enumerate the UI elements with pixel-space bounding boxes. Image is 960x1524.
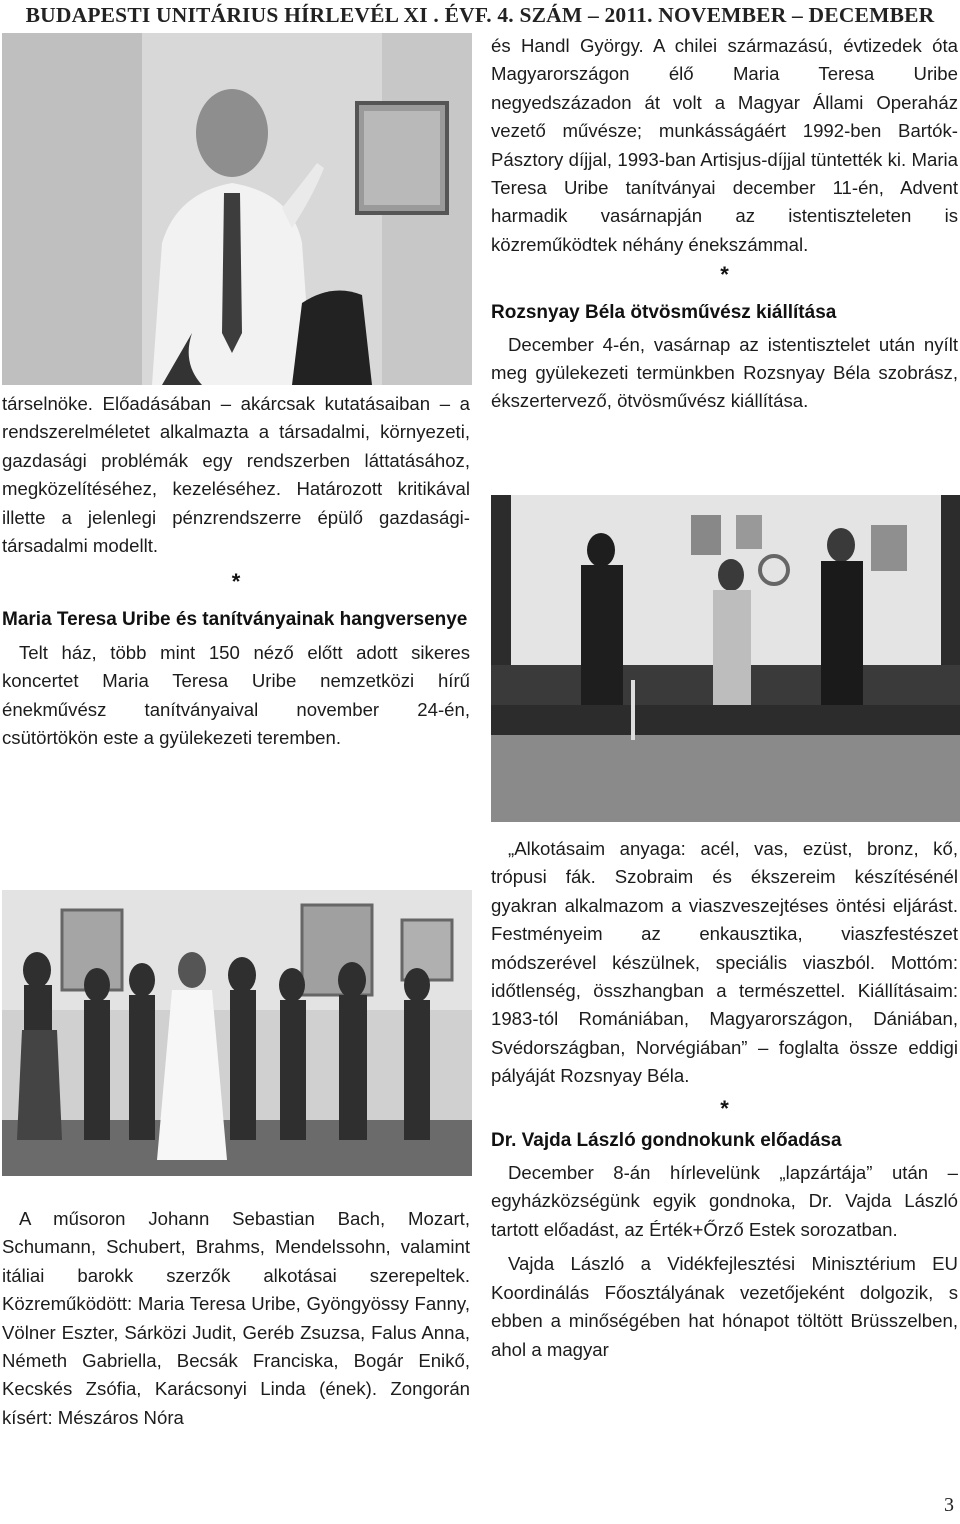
right-column-bottom (491, 835, 958, 1364)
page-number: 3 (944, 1494, 954, 1516)
exhibition-heading: Rozsnyay Béla ötvösművész kiállítása (491, 302, 837, 324)
exhibition-paragraph: December 4-én, vasárnap az istentisztelet után nyílt meg gyülekezeti termünkben Rozsnyay Béla szobrász, ékszertervező, ötvösművész kiállítása. (491, 333, 958, 412)
left-column-bottom (2, 1205, 470, 1432)
lecture-paragraph-2: Vajda László a Vidékfejlesztési Minisztérium EU Koordinálás Főosztályának vezetőjeként dolgozik, s ebben a minőségében hat hónapot töltött Brüsszelben, ahol a magyar (491, 1253, 958, 1360)
section-divider-star: * (720, 262, 729, 288)
concert-heading: Maria Teresa Uribe és tanítványainak hangversenye (2, 609, 468, 631)
newsletter-header: BUDAPESTI UNITÁRIUS HÍRLEVÉL XI . ÉVF. 4. SZÁM – 2011. NOVEMBER – DECEMBER (25, 3, 935, 27)
intro-paragraph: társelnöke. Előadásában – akárcsak kutatásaiban – a rendszerelméletet alkalmazta a társadalmi, környezeti, gazdasági problémák egy rendszerben láttatásához, megközelítéséhez, kezeléséhez. Határozott kritikával illette a jelenlegi pénzrendszerre épülő gazdasági-társadalmi modellt. (2, 393, 470, 557)
section-divider-star: * (231, 569, 241, 595)
section-divider-star: * (720, 1095, 729, 1121)
quote-paragraph: „Alkotásaim anyaga: acél, vas, ezüst, bronz, kő, trópusi fák. Szobraim és ékszereim készítésénél gyakran alkalmazom a viaszveszejtéses öntési eljárást. Festményeim az enkausztika, viaszfestészet módszerével készülnek, speciális viaszból. Mottóm: időtlenség, összhangban a természettel. Kiállításaim: 1983-tól Romániában, Magyarországon, Dániában, Svédországban, Norvégiában” – foglalta össze eddigi pályáját Rozsnyay Béla. (491, 838, 958, 1087)
lecture-heading: Dr. Vajda László gondnokunk előadása (491, 1129, 842, 1151)
concert-paragraph: Telt ház, több mint 150 néző előtt adott sikeres koncertet Maria Teresa Uribe nemzetközi hírű énekművész tanítványaival november 24-én, csütörtökön este a gyülekezeti teremben. (2, 641, 470, 749)
exhibition-photo (491, 495, 960, 822)
lecturer-photo (2, 33, 472, 385)
left-column (2, 390, 470, 752)
right-column-top (491, 32, 958, 416)
continuation-paragraph: és Handl György. A chilei származású, évtizedek óta Magyarországon élő Maria Teresa Uribe negyedszázadon át volt a Magyar Állami Operaház vezető művésze; munkásságáért 1992-ben Bartók-Pásztory díjjal, 1993-ban Artisjus-díjjal tüntették ki. Maria Teresa Uribe tanítványai december 11-én, Advent harmadik vasárnapján az istentiszteleten is közreműködtek néhány énekszámmal. (491, 35, 958, 255)
singers-photo (2, 890, 472, 1176)
lecture-paragraph-1: December 8-án hírlevelünk „lapzártája” után – egyházközségünk egyik gondnoka, Dr. Vajda László tartott előadást, az Érték+Őrző Estek sorozatban. (491, 1162, 958, 1240)
program-paragraph: A műsoron Johann Sebastian Bach, Mozart, Schumann, Schubert, Brahms, Mendelssohn, valamint itáliai barokk szerzők alkotásai szerepeltek. Közreműködött: Maria Teresa Uribe, Gyöngyössy Fanny, Völner Eszter, Sárközi Judit, Geréb Zsuzsa, Falus Anna, Németh Gabriella, Becsák Franciska, Bogár Enikő, Kecskés Zsófia, Karácsonyi Linda (ének). Zongorán kísért: Mészáros Nóra (2, 1208, 470, 1428)
